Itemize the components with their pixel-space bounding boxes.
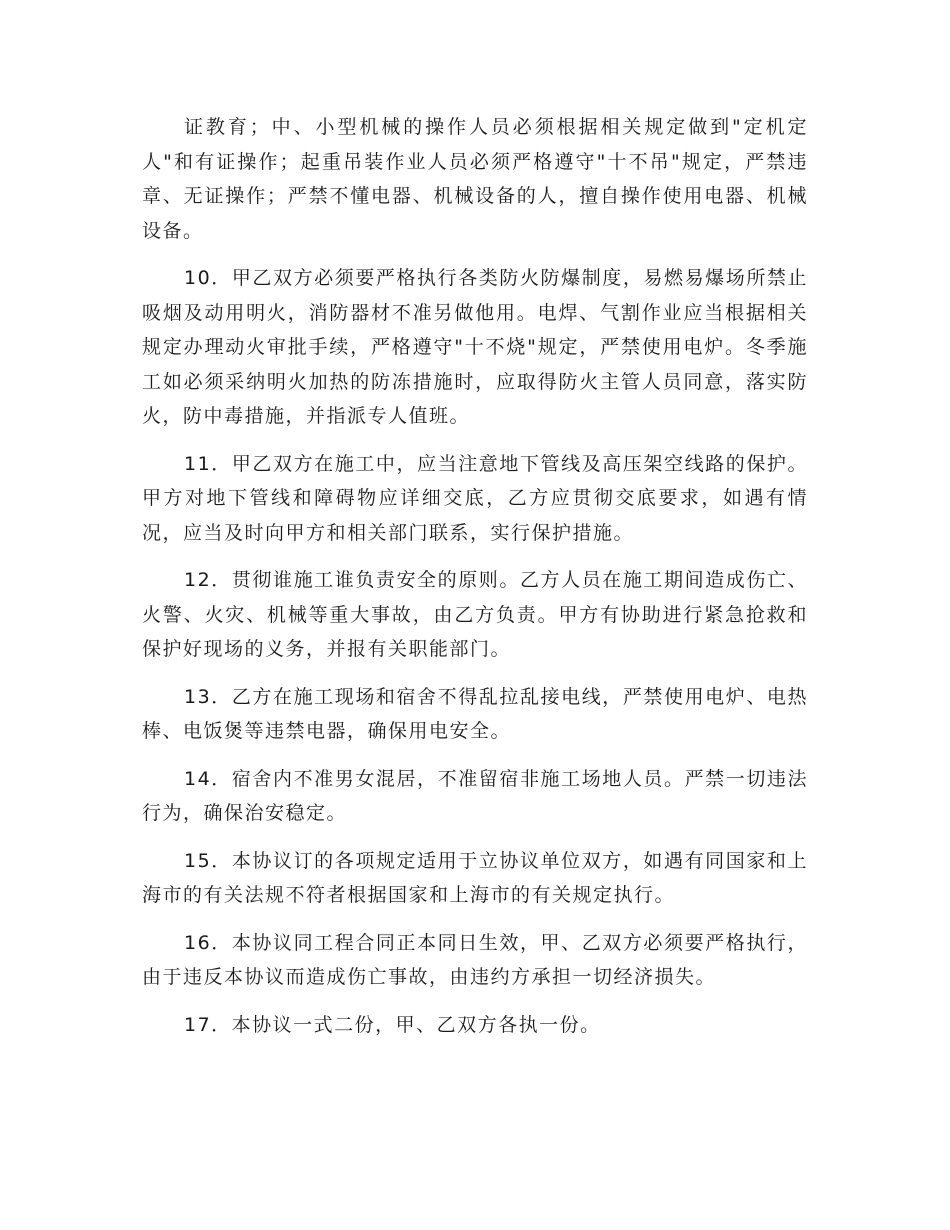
paragraph-continuation: 证教育；中、小型机械的操作人员必须根据相关规定做到"定机定人"和有证操作；起重吊装作业人员必须严格遵守"十不吊"规定，严禁违章、无证操作；严禁不懂电器、机械设备的人，擅自操作使用电器、机械设备。 [142, 116, 808, 242]
paragraph-clause-11: 11．甲乙双方在施工中，应当注意地下管线及高压架空线路的保护。甲方对地下管线和障碍物应详细交底，乙方应贯彻交底要求，如遇有情况，应当及时向甲方和相关部门联系，实行保护措施。 [142, 452, 808, 544]
paragraph-clause-13: 13．乙方在施工现场和宿舍不得乱拉乱接电线，严禁使用电炉、电热棒、电饭煲等违禁电器，确保用电安全。 [142, 685, 808, 742]
document-page [142, 110, 808, 1042]
paragraph-clause-16: 16．本协议同工程合同正本同日生效，甲、乙双方必须要严格执行，由于违反本协议而造成伤亡事故，由违约方承担一切经济损失。 [142, 931, 808, 988]
paragraph-clause-14: 14．宿舍内不准男女混居，不准留宿非施工场地人员。严禁一切违法行为，确保治安稳定。 [142, 767, 808, 824]
paragraph-clause-17: 17．本协议一式二份，甲、乙双方各执一份。 [184, 1013, 601, 1036]
paragraph-clause-10: 10．甲乙双方必须要严格执行各类防火防爆制度，易燃易爆场所禁止吸烟及动用明火，消防器材不准另做他用。电焊、气割作业应当根据相关规定办理动火审批手续，严格遵守"十不烧"规定，严禁使用电炉。冬季施工如必须采纳明火加热的防冻措施时，应取得防火主管人员同意，落实防火，防中毒措施，并指派专人值班。 [142, 267, 808, 427]
paragraph-clause-15: 15．本协议订的各项规定适用于立协议单位双方，如遇有同国家和上海市的有关法规不符者根据国家和上海市的有关规定执行。 [142, 849, 808, 906]
paragraph-clause-12: 12．贯彻谁施工谁负责安全的原则。乙方人员在施工期间造成伤亡、火警、火灾、机械等重大事故，由乙方负责。甲方有协助进行紧急抢救和保护好现场的义务，并报有关职能部门。 [142, 569, 808, 660]
